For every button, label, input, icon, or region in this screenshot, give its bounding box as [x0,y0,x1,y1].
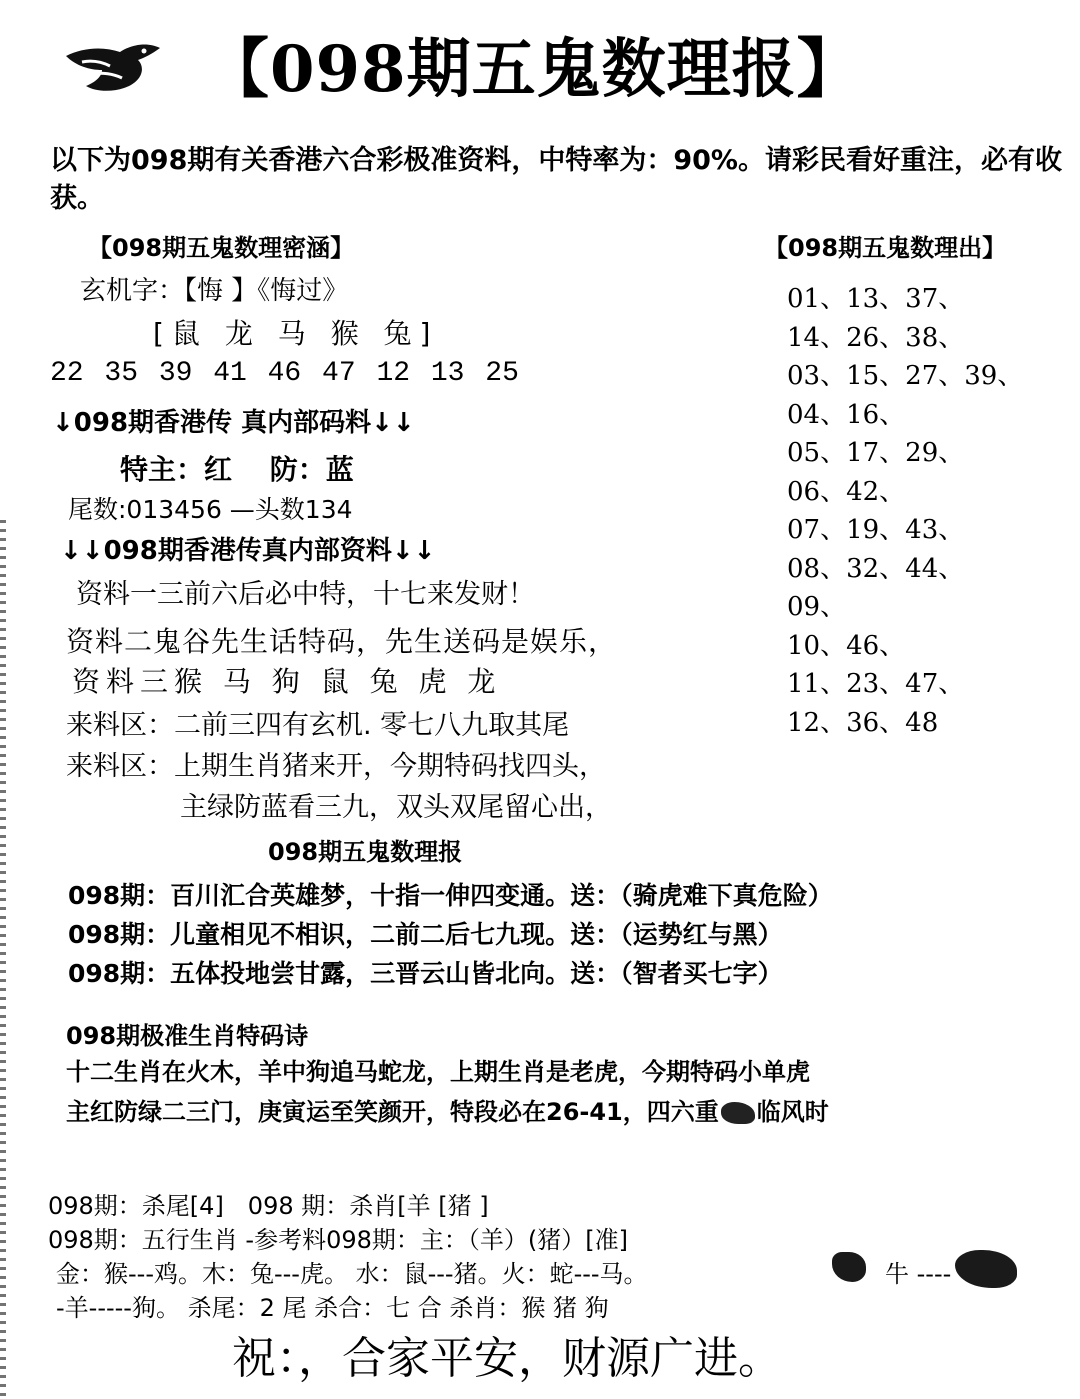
inner-code-heading: ↓098期香港传 真内部码料↓↓ [52,408,415,438]
number-row: 14、26、38、 [787,322,965,353]
elements-tail: 牛 ---- [885,1260,952,1288]
info-line-2: 资料二鬼谷先生话特码，先生送码是娱乐， [66,625,618,658]
info-line-3: 资料三猴 马 狗 鼠 兔 虎 龙 [72,665,502,698]
number-row: 01、13、37、 [787,284,965,314]
report-line: 098期：五体投地尝甘露，三晋云山皆北向。送：（智者买七字） [68,959,783,988]
material-zone-1: 来料区：二前三四有玄机. 零七八九取其尾 [66,710,570,741]
ink-smudge-icon [721,1102,755,1124]
number-row: 06、42、 [787,476,906,507]
blessing-line: 祝：，合家平安，财源广进。 [232,1333,782,1384]
inner-info-heading: ↓↓098期香港传真内部资料↓↓ [60,536,436,566]
number-rows [787,280,1023,742]
material-zone-2: 来料区：上期生肖猪来开，今期特码找四头， [66,751,606,782]
ink-smudge-icon [955,1250,1017,1288]
number-row: 08、32、44、 [787,553,965,584]
zodiac-list: [鼠 龙 马 猴 兔] [153,317,439,350]
number-row: 04、16、 [787,399,906,430]
number-row: 12、36、48 [787,707,939,738]
report-line: 098期：百川汇合英雄梦，十指一伸四变通。送：（骑虎难下真危险） [68,881,833,910]
special-main-line: 特主：红 防：蓝 [120,453,354,486]
report-line: 098期：儿童相见不相识，二前二后七九现。送：（运势红与黑） [68,920,783,949]
poem-line-2 [66,1092,829,1127]
info-line-1: 资料一三前六后必中特，十七来发财！ [76,579,535,610]
five-element-line: 098期：五行生肖 -参考料098期：主：（羊）(猪）[准] [48,1226,628,1254]
elements-line-2: -羊-----狗。 杀尾：2 尾 杀合：七 合 杀肖：猴 猪 狗 [56,1294,609,1322]
number-row: 03、15、27、39、 [787,361,1024,391]
number-list: 22 35 39 41 46 47 12 13 25 [50,358,519,389]
poem-line-2-text: 主红防绿二三门，庚寅运至笑颜开，特段必在26-41，四六重 [66,1098,719,1126]
number-row: 11、23、47、 [787,669,965,699]
page-title: 【098期五鬼数理报】 [205,32,862,107]
number-row: 10、46、 [787,630,906,661]
numbers-heading: 【098期五鬼数理出】 [764,234,1007,262]
number-row: 09、 [787,592,847,622]
intro-paragraph: 以下为098期有关香港六合彩极准资料，中特率为：90%。请彩民看好重注，必有收获。 [50,145,1062,214]
ink-smudge-icon [832,1252,866,1282]
poem-line-1: 十二生肖在火木，羊中狗追马蛇龙，上期生肖是老虎，今期特码小单虎 [66,1058,810,1086]
poem-heading: 098期极准生肖特码诗 [66,1022,309,1050]
kill-line: 098期：杀尾[4] 098 期：杀肖[羊 [猪 ] [48,1192,489,1220]
mystic-word: 玄机字：【悔 】《悔过》 [80,276,349,306]
number-row: 05、17、29、 [787,438,965,468]
scan-edge-decoration [0,520,6,1399]
secret-heading: 【098期五鬼数理密涵】 [88,234,355,262]
number-row: 07、19、43、 [787,515,965,545]
poem-line-2-tail: 临风时 [756,1098,829,1126]
tail-head-line: 尾数:013456 —头数134 [68,495,353,524]
report-heading: 098期五鬼数理报 [268,838,463,866]
elements-line: 金：猴---鸡。木：兔---虎。 水：鼠---猪。火：蛇---马。 [56,1260,648,1288]
material-zone-2b: 主绿防蓝看三九，双头双尾留心出， [180,792,612,823]
bird-logo-icon [62,38,162,98]
